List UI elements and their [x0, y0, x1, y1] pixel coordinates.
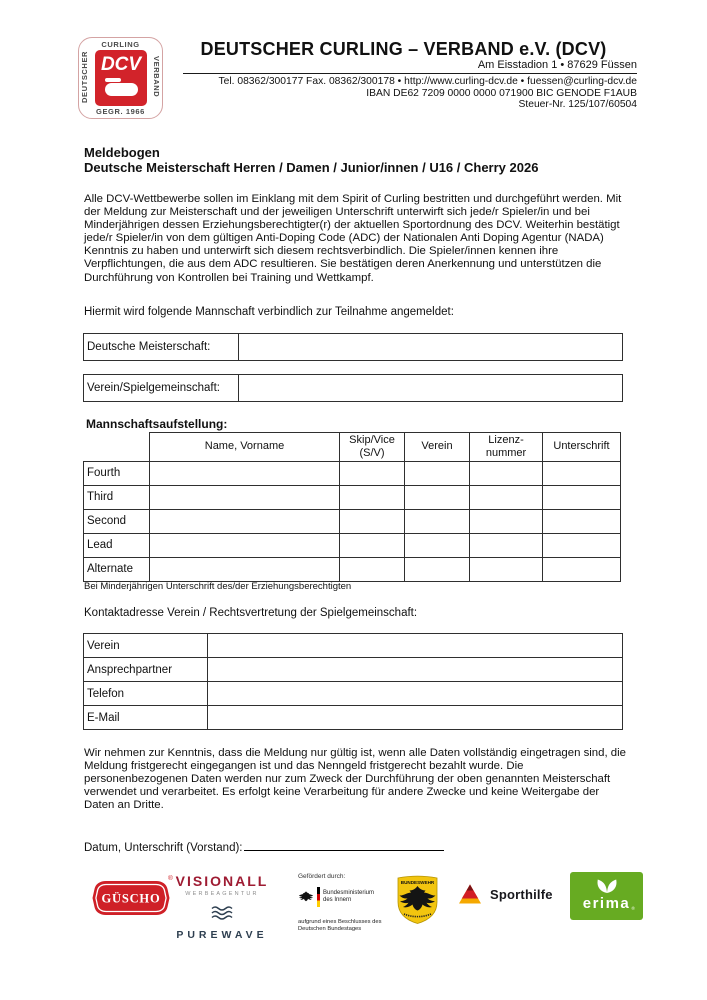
- guescho-wordmark: GÜSCHO: [101, 891, 161, 906]
- roster-cell[interactable]: [340, 485, 405, 509]
- championship-title: Deutsche Meisterschaft Herren / Damen / Junior/innen / U16 / Cherry 2026: [84, 160, 539, 175]
- contact-label-email: E-Mail: [84, 706, 208, 730]
- position-label: Fourth: [84, 461, 150, 485]
- stone-handle: [105, 78, 121, 82]
- roster-heading: Mannschaftsaufstellung:: [86, 417, 228, 431]
- roster-row-lead: [84, 533, 621, 557]
- purewave-wave-icon: [172, 905, 272, 926]
- ministry-emblem-row: [298, 887, 390, 907]
- header-divider: [183, 73, 637, 74]
- contact-table: [83, 633, 623, 730]
- roster-cell[interactable]: [405, 533, 470, 557]
- roster-cell[interactable]: [150, 509, 340, 533]
- bundestag-note: aufgrund eines Beschlusses des Deutschen Bundestages: [298, 919, 382, 933]
- guescho-tub-icon: [90, 878, 172, 918]
- club-input-cell[interactable]: [239, 375, 623, 402]
- org-tax-line: Steuer-Nr. 125/107/60504: [518, 99, 637, 110]
- erima-leaf-icon: [594, 876, 620, 895]
- guescho-registered-mark: ®: [168, 875, 173, 882]
- contact-value-cell[interactable]: [208, 658, 623, 682]
- roster-cell[interactable]: [470, 509, 543, 533]
- col-header-verein: Verein: [405, 433, 470, 462]
- logo-text-dcv: DCV: [100, 54, 142, 75]
- erima-registered-mark: ®: [631, 906, 637, 911]
- roster-cell[interactable]: [150, 533, 340, 557]
- roster-cell[interactable]: [340, 533, 405, 557]
- roster-cell[interactable]: [543, 461, 621, 485]
- curling-stone-icon: [105, 78, 138, 96]
- signature-row: [84, 838, 444, 854]
- contact-label-telefon: Telefon: [84, 682, 208, 706]
- bundeswehr-logo: [394, 874, 441, 930]
- form-title: Meldebogen: [84, 145, 160, 160]
- position-label: Third: [84, 485, 150, 509]
- roster-cell[interactable]: [470, 461, 543, 485]
- roster-cell[interactable]: [405, 461, 470, 485]
- logo-text-gegr: GEGR. 1966: [96, 107, 145, 116]
- stone-body: [105, 83, 138, 96]
- erima-logo: [570, 872, 643, 920]
- roster-cell[interactable]: [405, 557, 470, 581]
- german-flag-stripe: [317, 887, 320, 907]
- roster-cell[interactable]: [340, 557, 405, 581]
- privacy-paragraph: Wir nehmen zur Kenntnis, dass die Meldung nur gültig ist, wenn alle Daten vollständig eingetragen sind, die Meldung fristgerecht eingegangen ist und das Nenngeld fristgerecht bezahlt wurde. Die personenbezogenen Daten werden nur zum Zweck der Durchführung der oben genannten Meisterschaft verwendet und verarbeitet. Es erfolgt keine Verarbeitung für andere Zwecke und keine Weitergabe der Daten an Dritte.: [84, 747, 627, 812]
- bundesadler-icon: [298, 890, 314, 904]
- col-header-unterschrift: Unterschrift: [543, 433, 621, 462]
- col-header-name: Name, Vorname: [150, 433, 340, 462]
- org-address: Am Eisstadion 1 • 87629 Füssen: [477, 59, 637, 71]
- roster-row-second: [84, 509, 621, 533]
- signature-label: Datum, Unterschrift (Vorstand):: [84, 842, 243, 854]
- roster-row-fourth: [84, 461, 621, 485]
- roster-cell[interactable]: [543, 509, 621, 533]
- logo-text-curling: CURLING: [101, 40, 140, 49]
- ministry-name: Bundesministerium des Innern: [323, 889, 375, 903]
- contact-label-ansprechpartner: Ansprechpartner: [84, 658, 208, 682]
- roster-cell[interactable]: [543, 557, 621, 581]
- dcv-logo-core: [95, 50, 147, 106]
- roster-cell[interactable]: [150, 557, 340, 581]
- championship-input-cell[interactable]: [239, 334, 623, 361]
- roster-row-alternate: [84, 557, 621, 581]
- contact-label-verein: Verein: [84, 634, 208, 658]
- roster-cell[interactable]: [470, 485, 543, 509]
- contact-value-cell[interactable]: [208, 634, 623, 658]
- erima-name: erima: [582, 895, 631, 912]
- position-label: Lead: [84, 533, 150, 557]
- org-iban-line: IBAN DE62 7209 0000 0000 071900 BIC GENODE F1AUB: [366, 87, 637, 99]
- sporthilfe-triangle-icon: [458, 883, 482, 905]
- registration-line: Hiermit wird folgende Mannschaft verbindlich zur Teilnahme angemeldet:: [84, 306, 454, 318]
- club-table: [83, 374, 623, 402]
- roster-cell[interactable]: [470, 533, 543, 557]
- visionall-logo: [172, 873, 272, 941]
- org-contact-line: Tel. 08362/300177 Fax. 08362/300178 • http://www.curling-dcv.de • fuessen@curling-dcv.de: [218, 76, 637, 87]
- logo-text-verband: VERBAND: [152, 56, 161, 98]
- erima-wordmark: [582, 895, 637, 912]
- guescho-logo: [90, 875, 173, 923]
- purewave-wordmark: PUREWAVE: [176, 929, 268, 941]
- position-label: Second: [84, 509, 150, 533]
- funded-by-label: Gefördert durch:: [298, 873, 346, 880]
- visionall-subline: WERBEAGENTUR: [185, 891, 259, 897]
- org-title: DEUTSCHER CURLING – VERBAND e.V. (DCV): [200, 39, 607, 59]
- roster-cell[interactable]: [340, 509, 405, 533]
- roster-cell[interactable]: [405, 485, 470, 509]
- roster-row-third: [84, 485, 621, 509]
- roster-cell[interactable]: [543, 485, 621, 509]
- col-header-skipvice: Skip/Vice (S/V): [340, 433, 405, 462]
- roster-cell[interactable]: [470, 557, 543, 581]
- roster-cell[interactable]: [340, 461, 405, 485]
- sporthilfe-logo: [458, 883, 553, 905]
- bundeswehr-label: BUNDESWEHR: [400, 880, 435, 885]
- roster-cell[interactable]: [150, 485, 340, 509]
- roster-corner-cell: [84, 433, 150, 462]
- contact-value-cell[interactable]: [208, 682, 623, 706]
- contact-value-cell[interactable]: [208, 706, 623, 730]
- ministry-logo: [298, 873, 390, 933]
- roster-table: [83, 432, 621, 582]
- roster-cell[interactable]: [543, 533, 621, 557]
- signature-line[interactable]: [244, 838, 444, 851]
- position-label: Alternate: [84, 557, 150, 581]
- championship-label-cell: Deutsche Meisterschaft:: [84, 334, 239, 361]
- championship-table: [83, 333, 623, 361]
- roster-cell[interactable]: [150, 461, 340, 485]
- spirit-of-curling-paragraph: Alle DCV-Wettbewerbe sollen im Einklang mit dem Spirit of Curling bestritten und durchgeführt werden. Mit der Meldung zur Meisterschaft und der jeweiligen Unterschrift unterwirft sich jede/r Spieler/in und bei Minderjährigen dessen Erziehungsberechtigter(r) der aktuellen Sportordnung des DCV. Weiterhin bestätigt jede/r Spieler/in von dem gültigen Anti-Doping Code (ADC) der Nationalen Anti Doping Agentur (NADA) Kenntnis zu haben und unterwirft sich diesem rechtsverbindlich. Die Spieler/innen kennen ihre Verpflichtungen, die aus dem ADC resultieren. Sie bestätigen deren Anerkennung und unterstützen die Durchführung von Kontrollen bei Training und Wettkampf.: [84, 193, 622, 284]
- col-header-lizenznummer: Lizenz-nummer: [470, 433, 543, 462]
- contact-heading: Kontaktadresse Verein / Rechtsvertretung der Spielgemeinschaft:: [84, 607, 418, 619]
- sporthilfe-wordmark: Sporthilfe: [490, 886, 553, 902]
- roster-cell[interactable]: [405, 509, 470, 533]
- minor-signature-note: Bei Minderjährigen Unterschrift des/der Erziehungsberechtigten: [84, 581, 352, 592]
- club-label-cell: Verein/Spielgemeinschaft:: [84, 375, 239, 402]
- logo-text-deutscher: DEUTSCHER: [80, 50, 89, 104]
- visionall-wordmark: VISIONALL: [175, 873, 269, 889]
